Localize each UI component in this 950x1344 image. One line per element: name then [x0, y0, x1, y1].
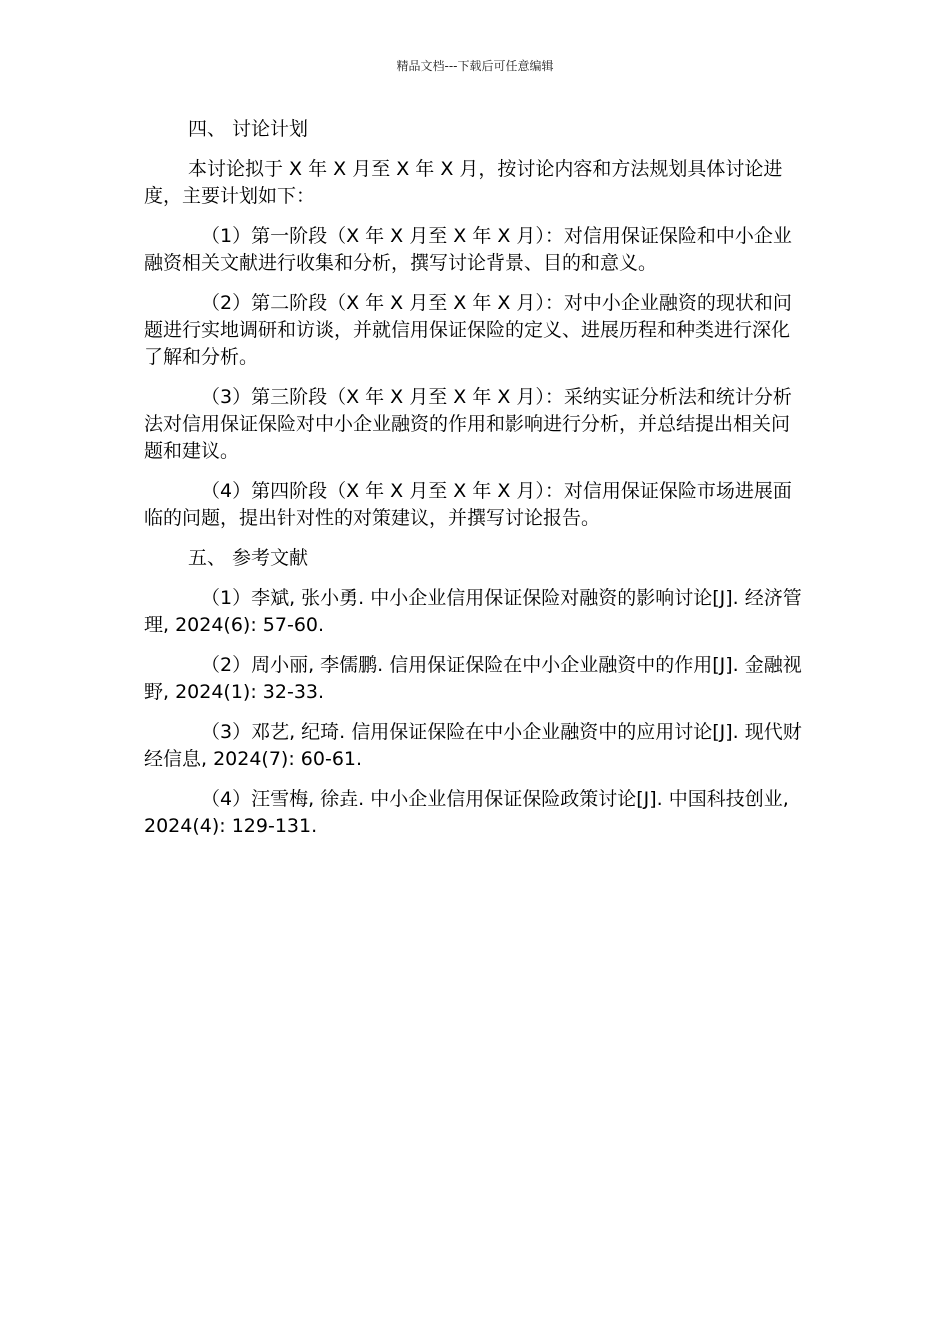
plan-intro-paragraph: 本讨论拟于 X 年 X 月至 X 年 X 月，按讨论内容和方法规划具体讨论进度，主要计划如下：	[144, 158, 783, 207]
page-header: 精品文档---下载后可任意编辑	[396, 59, 554, 73]
section-references	[144, 545, 808, 840]
plan-phase-2: （2）第二阶段（X 年 X 月至 X 年 X 月）：对中小企业融资的现状和问题进行实地调研和访谈，并就信用保证保险的定义、进展历程和种类进行深化了解和分析。	[144, 292, 792, 368]
section-heading-plan: 四、 讨论计划	[188, 118, 309, 140]
reference-item-3: （3）邓艺, 纪琦. 信用保证保险在中小企业融资中的应用讨论[J]. 现代财经信息, 2024(7): 60-61.	[144, 721, 802, 770]
reference-item-1: （1）李斌, 张小勇. 中小企业信用保证保险对融资的影响讨论[J]. 经济管理, 2024(6): 57-60.	[144, 587, 802, 636]
plan-phase-4: （4）第四阶段（X 年 X 月至 X 年 X 月）：对信用保证保险市场进展面临的问题，提出针对性的对策建议，并撰写讨论报告。	[144, 480, 792, 529]
section-research-plan	[144, 116, 808, 532]
reference-item-2: （2）周小丽, 李儒鹏. 信用保证保险在中小企业融资中的作用[J]. 金融视野, 2024(1): 32-33.	[144, 654, 802, 703]
plan-phase-1: （1）第一阶段（X 年 X 月至 X 年 X 月）：对信用保证保险和中小企业融资相关文献进行收集和分析，撰写讨论背景、目的和意义。	[144, 225, 792, 274]
document-body	[144, 116, 808, 853]
reference-item-4: （4）汪雪梅, 徐垚. 中小企业信用保证保险政策讨论[J]. 中国科技创业, 2024(4): 129-131.	[144, 788, 789, 837]
section-heading-references: 五、 参考文献	[188, 547, 309, 569]
plan-phase-3: （3）第三阶段（X 年 X 月至 X 年 X 月）：采纳实证分析法和统计分析法对信用保证保险对中小企业融资的作用和影响进行分析，并总结提出相关问题和建议。	[144, 386, 792, 462]
